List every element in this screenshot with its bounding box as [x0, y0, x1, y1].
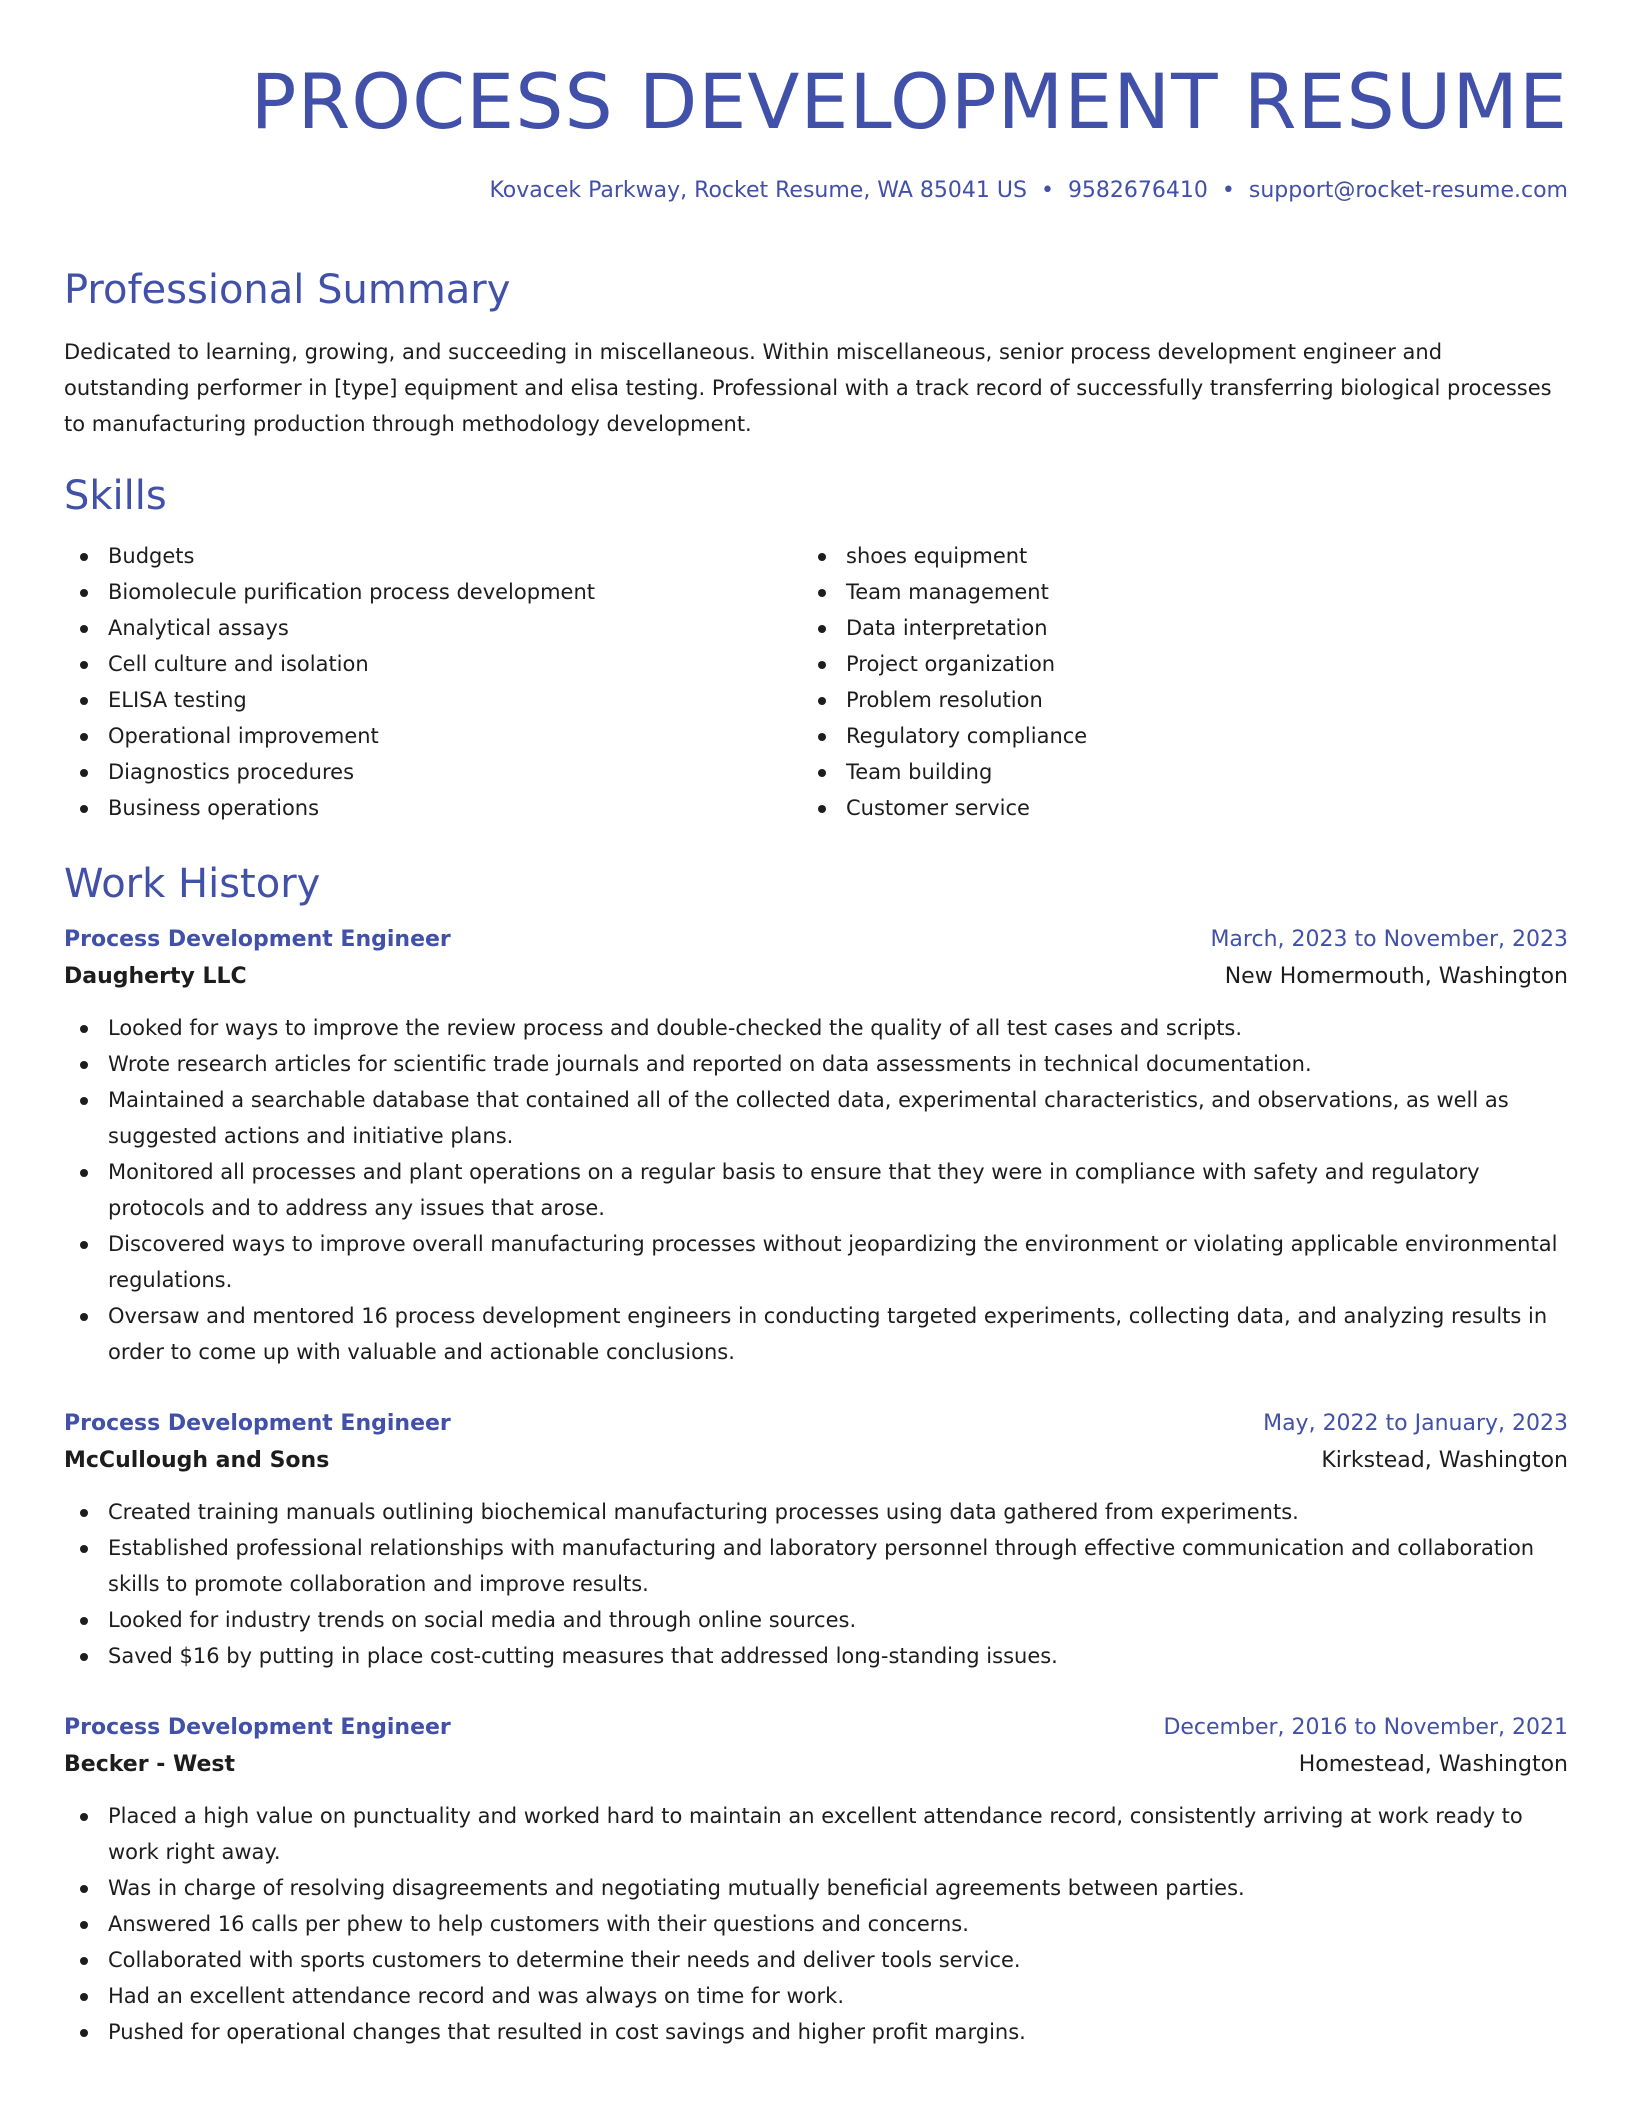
skill-item: Budgets — [64, 538, 802, 574]
summary-text: Dedicated to learning, growing, and succeeding in miscellaneous. Within miscellaneous, senior process development engineer and outstanding performer in [type] equipment and elisa testing. Professional with a track record of successfully transferring biological processes to manufacturing production through methodology development. — [64, 340, 1552, 436]
job-bullet: Had an excellent attendance record and was always on time for work. — [64, 1978, 1568, 2014]
job-dates: March, 2023 to November, 2023 — [1210, 927, 1568, 952]
skill-item: Customer service — [802, 790, 1540, 826]
job-bullet: Placed a high value on punctuality and worked hard to maintain an excellent attendance record, consistently arriving at work ready to work right away. — [64, 1798, 1568, 1870]
skills-heading: Skills — [64, 473, 167, 519]
contact-separator: • — [1040, 178, 1054, 203]
job-bullet: Maintained a searchable database that contained all of the collected data, experimental characteristics, and observations, as well as suggested actions and initiative plans. — [64, 1082, 1568, 1154]
job-bullet: Looked for industry trends on social media and through online sources. — [64, 1602, 1568, 1638]
job-entry — [64, 1406, 1568, 1674]
skill-item: Regulatory compliance — [802, 718, 1540, 754]
skill-item: Team building — [802, 754, 1540, 790]
job-location: Homestead, Washington — [1298, 1752, 1568, 1777]
skill-item: ELISA testing — [64, 682, 802, 718]
job-bullet: Oversaw and mentored 16 process development engineers in conducting targeted experiments, collecting data, and analyzing results in order to come up with valuable and actionable conclusions. — [64, 1298, 1568, 1370]
contact-phone: 9582676410 — [1067, 178, 1208, 203]
skill-item: Operational improvement — [64, 718, 802, 754]
job-bullet: Looked for ways to improve the review process and double-checked the quality of all test cases and scripts. — [64, 1010, 1568, 1046]
skills-list — [64, 538, 1568, 826]
skill-item: Cell culture and isolation — [64, 646, 802, 682]
job-bullet: Discovered ways to improve overall manufacturing processes without jeopardizing the environment or violating applicable environmental regulations. — [64, 1226, 1568, 1298]
job-entry — [64, 1710, 1568, 2050]
job-role: Process Development Engineer — [64, 1715, 451, 1740]
job-company: Daugherty LLC — [64, 964, 247, 989]
job-company: Becker - West — [64, 1752, 236, 1777]
job-bullet: Pushed for operational changes that resulted in cost savings and higher profit margins. — [64, 2014, 1568, 2050]
contact-email: support@rocket-resume.com — [1248, 178, 1568, 203]
skill-item: Business operations — [64, 790, 802, 826]
job-bullet: Monitored all processes and plant operations on a regular basis to ensure that they were in compliance with safety and regulatory protocols and to address any issues that arose. — [64, 1154, 1568, 1226]
skills-column-left — [64, 538, 802, 826]
job-bullets — [64, 1798, 1568, 2050]
work-history-heading: Work History — [64, 861, 321, 907]
job-location: New Homermouth, Washington — [1224, 964, 1568, 989]
job-bullet: Wrote research articles for scientific trade journals and reported on data assessments in technical documentation. — [64, 1046, 1568, 1082]
job-bullet: Created training manuals outlining biochemical manufacturing processes using data gathered from experiments. — [64, 1494, 1568, 1530]
job-dates: May, 2022 to January, 2023 — [1263, 1411, 1568, 1436]
skills-column-right — [802, 538, 1540, 826]
skill-item: Project organization — [802, 646, 1540, 682]
contact-line — [489, 178, 1568, 203]
job-role: Process Development Engineer — [64, 927, 451, 952]
job-bullet: Established professional relationships with manufacturing and laboratory personnel through effective communication and collaboration skills to promote collaboration and improve results. — [64, 1530, 1568, 1602]
job-company: McCullough and Sons — [64, 1448, 330, 1473]
resume-title: PROCESS DEVELOPMENT RESUME — [250, 57, 1568, 146]
job-dates: December, 2016 to November, 2021 — [1163, 1715, 1568, 1740]
job-bullet: Saved $16 by putting in place cost-cutting measures that addressed long-standing issues. — [64, 1638, 1568, 1674]
job-location: Kirkstead, Washington — [1321, 1448, 1568, 1473]
job-bullet: Collaborated with sports customers to determine their needs and deliver tools service. — [64, 1942, 1568, 1978]
job-bullets — [64, 1494, 1568, 1674]
skill-item: Team management — [802, 574, 1540, 610]
summary-heading: Professional Summary — [64, 267, 511, 313]
job-entry — [64, 922, 1568, 1370]
job-bullet: Was in charge of resolving disagreements and negotiating mutually beneficial agreements between parties. — [64, 1870, 1568, 1906]
skill-item: Problem resolution — [802, 682, 1540, 718]
job-role: Process Development Engineer — [64, 1411, 451, 1436]
skill-item: shoes equipment — [802, 538, 1540, 574]
skill-item: Diagnostics procedures — [64, 754, 802, 790]
contact-address: Kovacek Parkway, Rocket Resume, WA 85041 US — [489, 178, 1027, 203]
skill-item: Analytical assays — [64, 610, 802, 646]
skill-item: Biomolecule purification process development — [64, 574, 802, 610]
contact-separator: • — [1221, 178, 1235, 203]
skill-item: Data interpretation — [802, 610, 1540, 646]
job-bullets — [64, 1010, 1568, 1370]
job-bullet: Answered 16 calls per phew to help customers with their questions and concerns. — [64, 1906, 1568, 1942]
